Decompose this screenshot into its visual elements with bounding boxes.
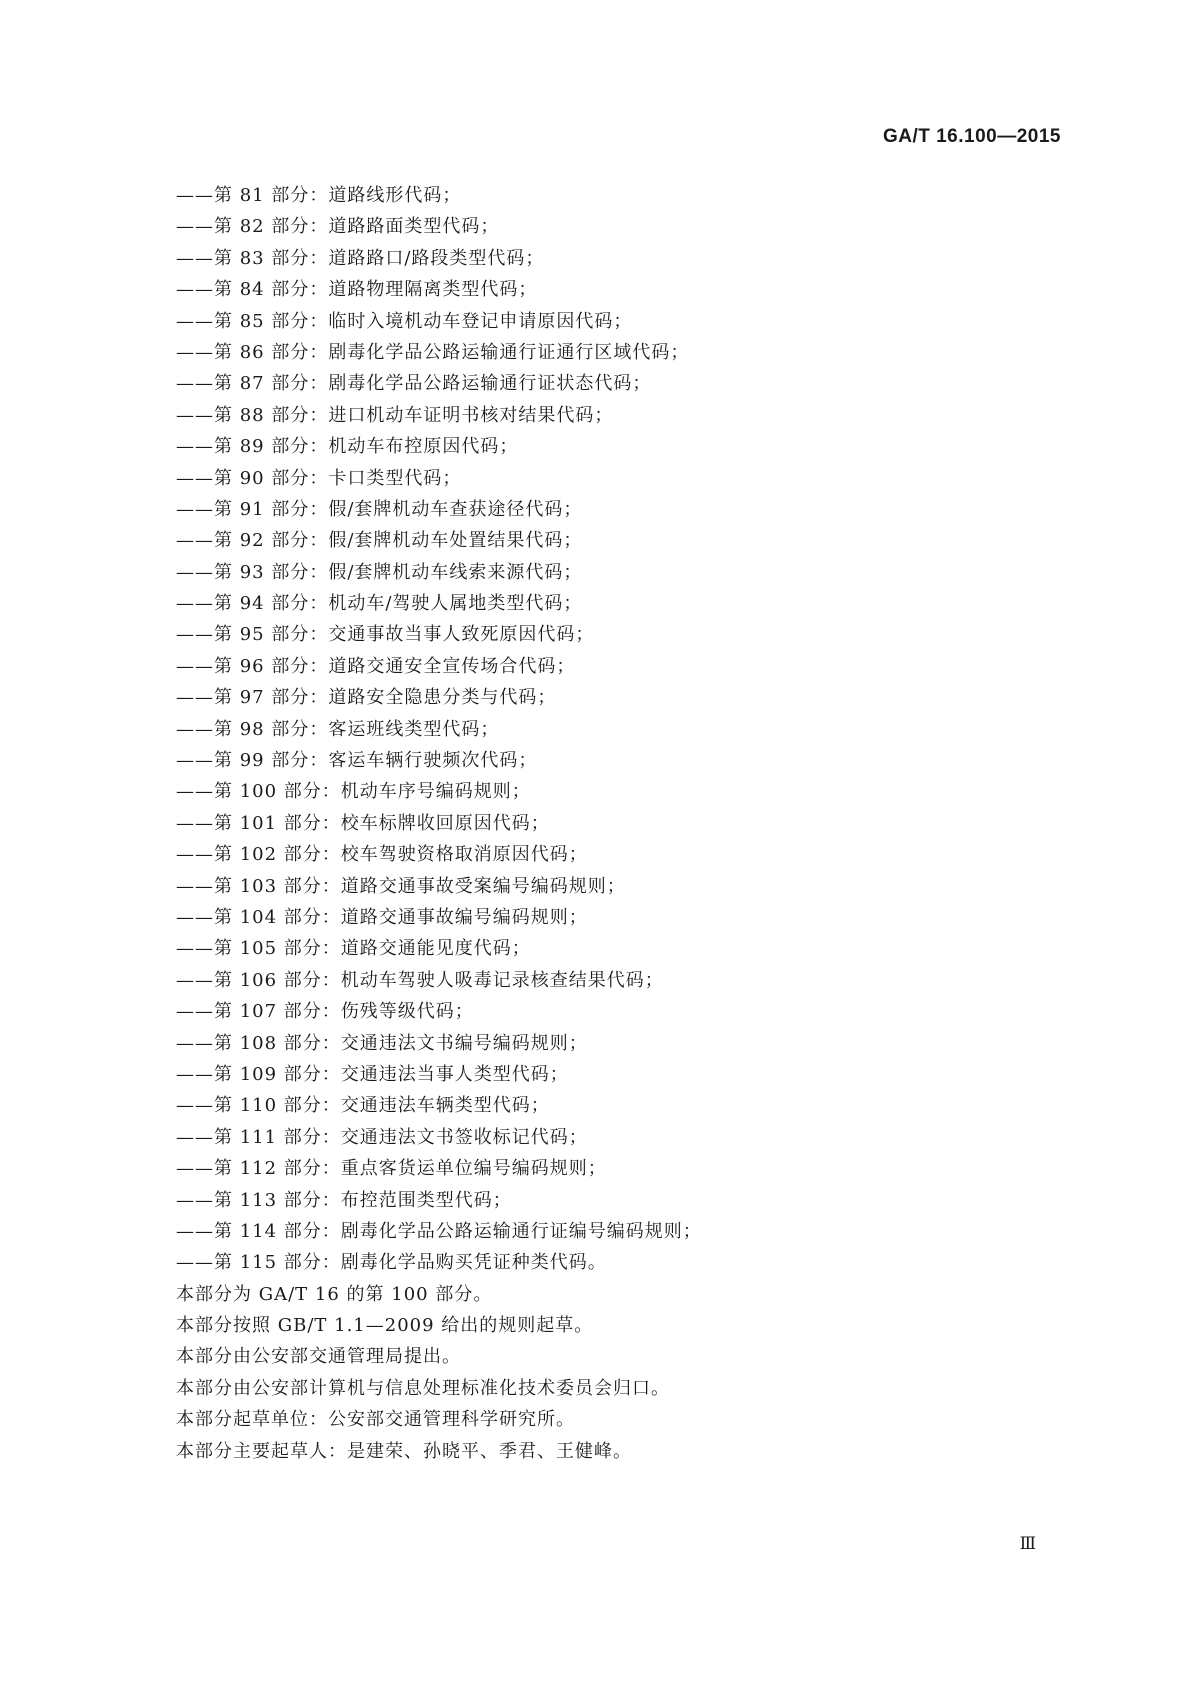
- list-item: ——第 106 部分：机动车驾驶人吸毒记录核查结果代码；: [176, 969, 664, 991]
- paragraph: 本部分按照 GB/T 1.1—2009 给出的规则起草。: [176, 1315, 594, 1337]
- list-item: ——第 96 部分：道路交通安全宣传场合代码；: [176, 655, 576, 677]
- list-item: ——第 114 部分：剧毒化学品公路运输通行证编号编码规则；: [176, 1220, 702, 1242]
- paragraph: 本部分由公安部计算机与信息处理标准化技术委员会归口。: [176, 1377, 670, 1399]
- list-item: ——第 88 部分：进口机动车证明书核对结果代码；: [176, 404, 614, 426]
- list-item: ——第 87 部分：剧毒化学品公路运输通行证状态代码；: [176, 373, 652, 395]
- list-item: ——第 89 部分：机动车布控原因代码；: [176, 436, 519, 458]
- list-item: ——第 115 部分：剧毒化学品购买凭证种类代码。: [176, 1252, 607, 1274]
- list-item: ——第 94 部分：机动车/驾驶人属地类型代码；: [176, 593, 583, 615]
- list-item: ——第 110 部分：交通违法车辆类型代码；: [176, 1095, 550, 1117]
- list-item: ——第 95 部分：交通事故当事人致死原因代码；: [176, 624, 595, 646]
- list-item: ——第 104 部分：道路交通事故编号编码规则；: [176, 906, 588, 928]
- list-item: ——第 111 部分：交通违法文书签收标记代码；: [176, 1126, 588, 1148]
- list-item: ——第 109 部分：交通违法当事人类型代码；: [176, 1063, 569, 1085]
- list-item: ——第 112 部分：重点客货运单位编号编码规则；: [176, 1158, 607, 1180]
- list-item: ——第 82 部分：道路路面类型代码；: [176, 216, 500, 238]
- list-item: ——第 107 部分：伤残等级代码；: [176, 1001, 474, 1023]
- list-item: ——第 92 部分：假/套牌机动车处置结果代码；: [176, 530, 583, 552]
- list-item: ——第 102 部分：校车驾驶资格取消原因代码；: [176, 844, 588, 866]
- list-item: ——第 113 部分：布控范围类型代码；: [176, 1189, 512, 1211]
- parts-list: [176, 180, 1076, 1279]
- list-item: ——第 83 部分：道路路口/路段类型代码；: [176, 247, 545, 269]
- list-item: ——第 98 部分：客运班线类型代码；: [176, 718, 500, 740]
- list-item: ——第 105 部分：道路交通能见度代码；: [176, 938, 531, 960]
- list-item: ——第 101 部分：校车标牌收回原因代码；: [176, 812, 550, 834]
- list-item: ——第 90 部分：卡口类型代码；: [176, 467, 462, 489]
- paragraph: 本部分主要起草人：是建荣、孙晓平、季君、王健峰。: [176, 1440, 632, 1462]
- list-item: ——第 108 部分：交通违法文书编号编码规则；: [176, 1032, 588, 1054]
- list-item: ——第 85 部分：临时入境机动车登记申请原因代码；: [176, 310, 633, 332]
- paragraph: 本部分起草单位：公安部交通管理科学研究所。: [176, 1409, 575, 1431]
- list-item: ——第 93 部分：假/套牌机动车线索来源代码；: [176, 561, 583, 583]
- paragraph: 本部分为 GA/T 16 的第 100 部分。: [176, 1283, 493, 1305]
- foreword-paragraphs: [176, 1279, 1076, 1467]
- list-item: ——第 100 部分：机动车序号编码规则；: [176, 781, 531, 803]
- list-item: ——第 99 部分：客运车辆行驶频次代码；: [176, 750, 538, 772]
- document-code: GA/T 16.100—2015: [882, 126, 1061, 147]
- list-item: ——第 91 部分：假/套牌机动车查获途径代码；: [176, 498, 583, 520]
- list-item: ——第 86 部分：剧毒化学品公路运输通行证通行区域代码；: [176, 341, 690, 363]
- list-item: ——第 97 部分：道路安全隐患分类与代码；: [176, 687, 557, 709]
- paragraph: 本部分由公安部交通管理局提出。: [176, 1346, 461, 1368]
- list-item: ——第 81 部分：道路线形代码；: [176, 185, 462, 206]
- document-body: [176, 180, 1076, 1467]
- page-number: Ⅲ: [1019, 1534, 1036, 1554]
- list-item: ——第 103 部分：道路交通事故受案编号编码规则；: [176, 875, 626, 897]
- list-item: ——第 84 部分：道路物理隔离类型代码；: [176, 279, 538, 301]
